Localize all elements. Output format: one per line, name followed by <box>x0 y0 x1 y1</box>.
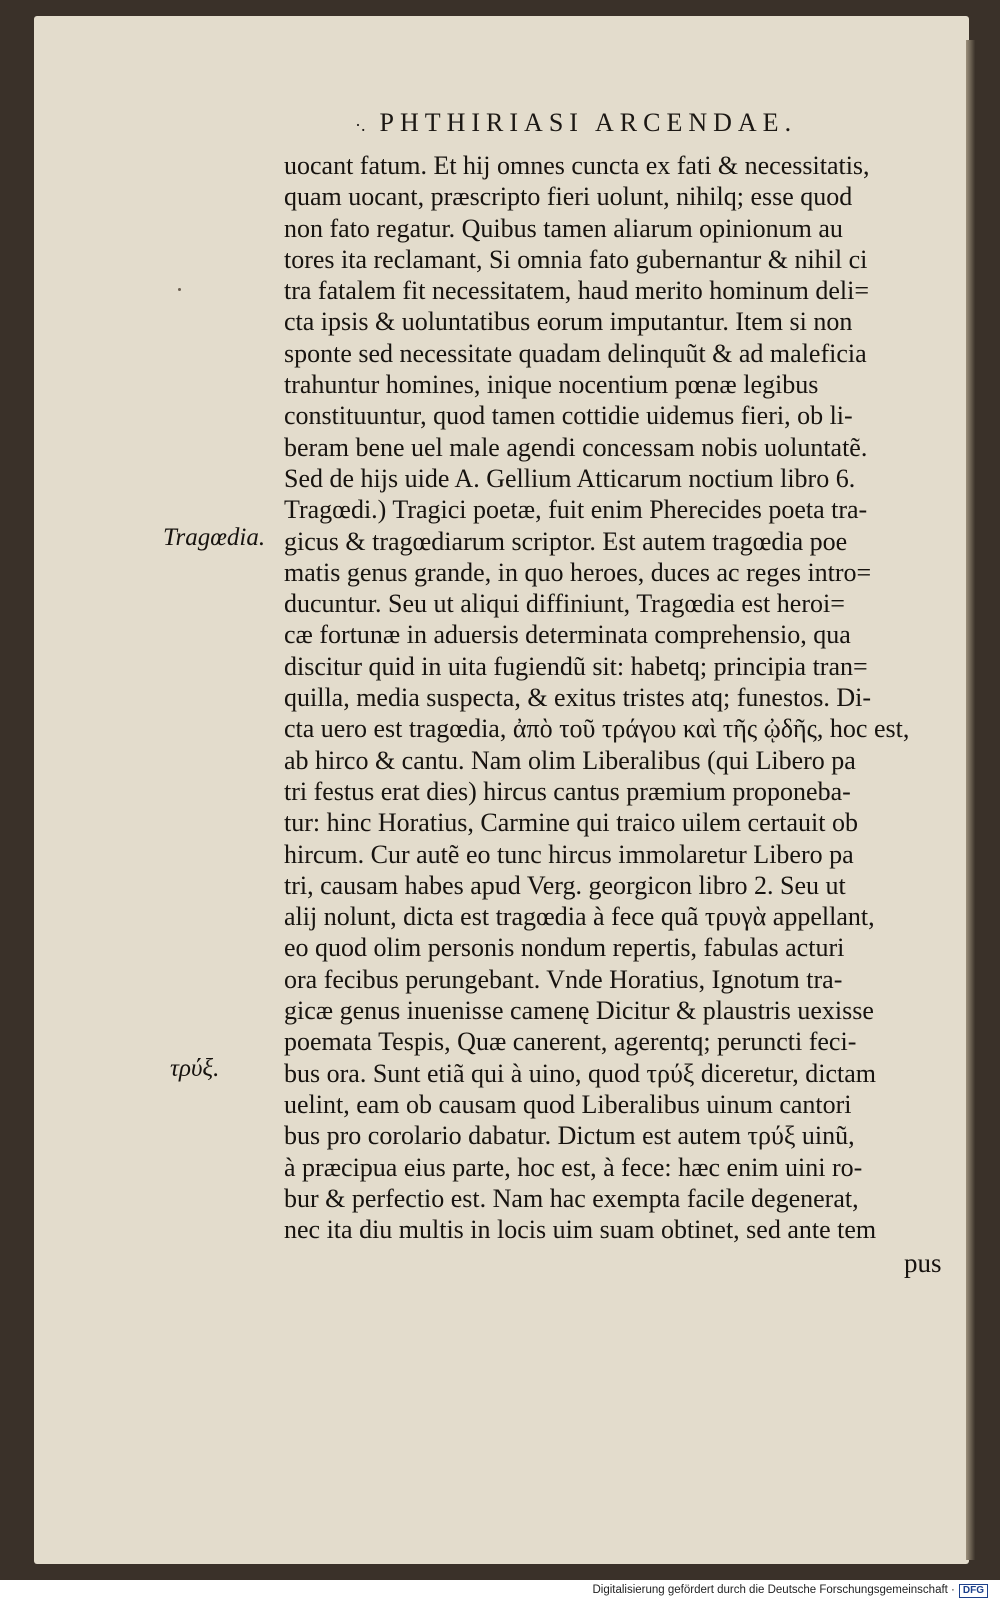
text-line: bur & perfectio est. Nam hac exempta facile degenerat, <box>284 1183 859 1213</box>
header-mark: ·. <box>355 115 366 135</box>
book-spine <box>966 40 975 1560</box>
text-line: gicæ genus inuenisse camenę Dicitur & plaustris uexisse <box>284 996 874 1026</box>
text-line: poemata Tespis, Quæ canerent, agerentq; peruncti feci- <box>284 1027 857 1057</box>
text-line: uelint, eam ob causam quod Liberalibus uinum cantori <box>284 1089 852 1119</box>
margin-note-tryx: τρύξ. <box>170 1055 220 1082</box>
text-line: uocant fatum. Et hij omnes cuncta ex fati & necessitatis, <box>284 151 870 180</box>
running-title: PHTHIRIASI ARCENDAE. <box>379 108 798 137</box>
text-line: Tragœdi.) Tragici poetæ, fuit enim Pherecides poeta tra- <box>284 495 868 525</box>
text-line: discitur quid in uita fugiendũ sit: habetq; principia tran= <box>284 651 868 681</box>
text-line: constituuntur, quod tamen cottidie uidemus fieri, ob li- <box>284 401 853 431</box>
text-line: nec ita diu multis in locis uim suam obtinet, sed ante tem <box>284 1215 877 1245</box>
text-line: bus pro corolario dabatur. Dictum est autem τρύξ uinũ, <box>284 1121 855 1151</box>
text-line: matis genus grande, in quo heroes, duces ac reges intro= <box>284 557 872 587</box>
text-line: cæ fortunæ in aduersis determinata comprehensio, qua <box>284 620 851 650</box>
margin-note-tragoedia: Tragœdia. <box>163 524 266 551</box>
text-line: sponte sed necessitate quadam delinquũt & ad maleficia <box>284 338 867 368</box>
text-line: quilla, media suspecta, & exitus tristes atq; funestos. Di- <box>284 683 872 713</box>
text-line: cta ipsis & uoluntatibus eorum imputantur. Item si non <box>284 307 853 337</box>
text-line: eo quod olim personis nondum repertis, fabulas acturi <box>284 933 845 963</box>
text-line: beram bene uel male agendi concessam nobis uoluntatẽ. <box>284 432 868 462</box>
text-line: Sed de hijs uide A. Gellium Atticarum noctium libro 6. <box>284 463 856 493</box>
text-line: ab hirco & cantu. Nam olim Liberalibus (qui Libero pa <box>284 745 856 775</box>
text-line: tur: hinc Horatius, Carmine qui traico uilem certauit ob <box>284 808 859 838</box>
text-line: tra fatalem fit necessitatem, haud merito hominum deli= <box>284 276 870 306</box>
text-line: tri festus erat dies) hircus cantus præmium proponeba- <box>284 776 851 806</box>
text-line: non fato regatur. Quibus tamen aliarum opinionum au <box>284 213 843 243</box>
text-line: hircum. Cur autẽ eo tunc hircus immolaretur Libero pa <box>284 839 854 869</box>
credit-text: Digitalisierung gefördert durch die Deutsche Forschungsgemeinschaft · <box>592 1584 955 1596</box>
running-header <box>355 108 797 138</box>
text-line: cta uero est tragœdia, ἀπὸ τοῦ τράγου καὶ τῆς ᾠδῆς, hoc est, <box>284 714 910 744</box>
ink-speck <box>178 288 181 291</box>
text-line: gicus & tragœdiarum scriptor. Est autem tragœdia poe <box>284 526 848 556</box>
body-text <box>284 150 964 1245</box>
text-line: ora fecibus perungebant. Vnde Horatius, Ignotum tra- <box>284 964 843 994</box>
text-line: ducuntur. Seu ut aliqui diffiniunt, Tragœdia est heroi= <box>284 589 845 619</box>
text-line: à præcipua eius parte, hoc est, à fece: hæc enim uini ro- <box>284 1152 863 1182</box>
text-line: bus ora. Sunt etiã qui à uino, quod τρύξ diceretur, dictam <box>284 1058 876 1088</box>
catchword: pus <box>904 1248 942 1278</box>
text-line: quam uocant, præscripto fieri uolunt, nihilq; esse quod <box>284 182 853 212</box>
text-line: alij nolunt, dicta est tragœdia à fece quã τρυγὰ appellant, <box>284 902 875 932</box>
text-line: tri, causam habes apud Verg. georgicon libro 2. Seu ut <box>284 870 846 900</box>
dfg-logo: DFG <box>959 1584 988 1598</box>
text-line: tores ita reclamant, Si omnia fato gubernantur & nihil ci <box>284 244 868 274</box>
text-line: trahuntur homines, inique nocentium pœnæ legibus <box>284 370 819 400</box>
digitization-credit <box>592 1584 988 1598</box>
